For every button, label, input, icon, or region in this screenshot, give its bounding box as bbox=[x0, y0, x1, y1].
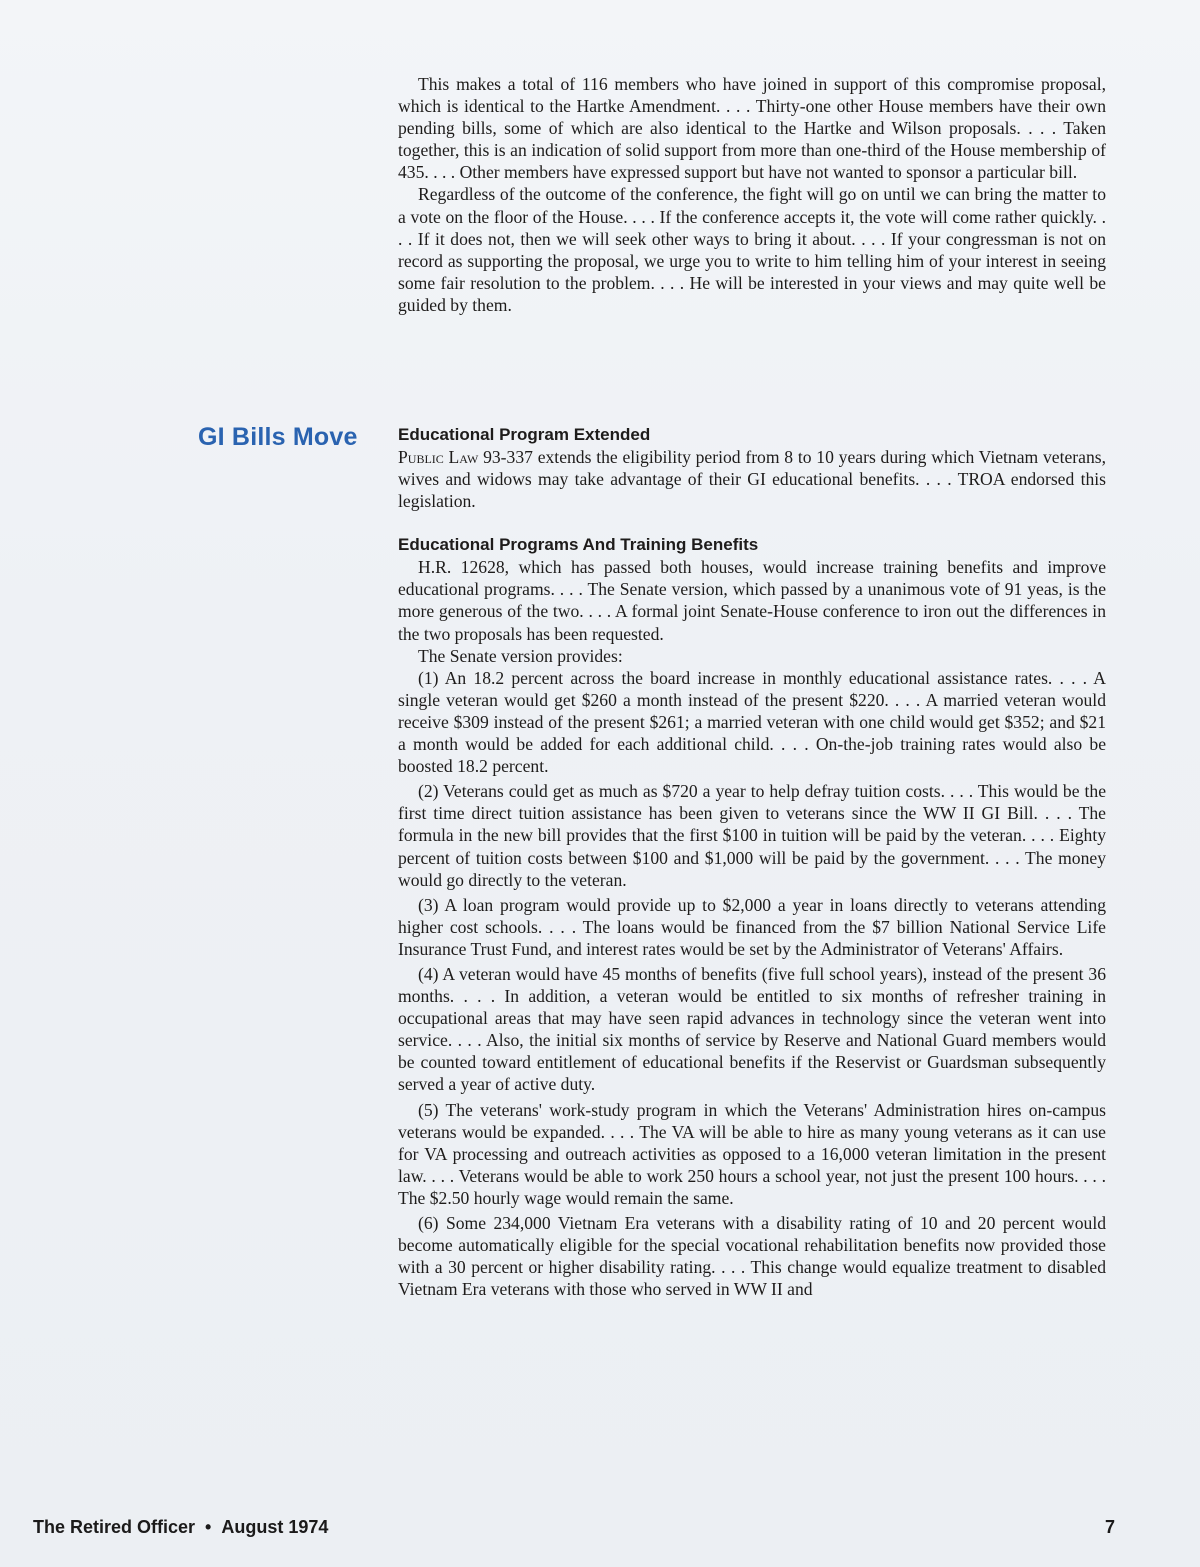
intro-paragraph-1: This makes a total of 116 members who have joined in support of this compromise proposal, which is identical to the Hartke Amendment. . . . Thirty-one other House members have their own pending bills, some of which are also identical to the Hartke and Wilson proposals. . . . Taken together, this is an indication of solid support from more than one-third of the House membership of 435. . . . Other members have expressed support but have not wanted to sponsor a particular bill. bbox=[398, 74, 1106, 183]
intro-paragraph-2: Regardless of the outcome of the conference, the fight will go on until we can bring the matter to a vote on the floor of the House. . . . If the conference accepts it, the vote will come rather quickly. . . . If it does not, then we will seek other ways to bring it about. . . . If your congressman is not on record as supporting the proposal, we urge you to write to him telling him of your interest in seeing some fair resolution to the problem. . . . He will be interested in your views and may quite well be guided by them. bbox=[398, 184, 1106, 315]
training-item-3: (3) A loan program would provide up to $2,000 a year in loans directly to veterans attending higher cost schools. . . . The loans would be financed from the $7 billion National Service Life Insurance Trust Fund, and interest rates would be set by the Administrator of Veterans' Affairs. bbox=[398, 894, 1106, 959]
training-paragraph-provides: The Senate version provides: bbox=[418, 645, 623, 666]
program-extended-paragraph bbox=[398, 446, 1106, 512]
training-item-2: (2) Veterans could get as much as $720 a year to help defray tuition costs. . . . This would be the first time direct tuition assistance has been given to veterans since the WW II GI Bill. . . . The formula in the new bill provides that the first $100 in tuition will be paid by the veteran. . . . Eighty percent of tuition costs between $100 and $1,000 will be paid by the government. . . . The money would go directly to the veteran. bbox=[398, 781, 1106, 890]
section-heading-gi-bills: GI Bills Move bbox=[198, 423, 358, 451]
subheading-program-extended: Educational Program Extended bbox=[398, 425, 651, 444]
gi-bills-column bbox=[398, 424, 1106, 1300]
page-footer bbox=[33, 1517, 1115, 1543]
training-item-4: (4) A veteran would have 45 months of benefits (five full school years), instead of the present 36 months. . . . In addition, a veteran would be entitled to six months of refresher training in occupational areas that may have seen rapid advances in technology since the veteran went into service. . . . Also, the initial six months of service by Reserve and National Guard members would be counted toward entitlement of educational benefits if the Reservist or Guardsman subsequently served a year of active duty. bbox=[398, 963, 1106, 1095]
training-paragraph-intro: H.R. 12628, which has passed both houses, would increase training benefits and improve educational programs. . . . The Senate version, which passed by a unanimous vote of 91 yeas, is the more generous of the two. . . . A formal joint Senate-House conference to iron out the differences in the two proposals has been requested. bbox=[398, 557, 1106, 644]
footer-separator: • bbox=[205, 1517, 212, 1537]
training-item-1: (1) An 18.2 percent across the board increase in monthly educational assistance rates. . . . A single veteran would get $260 a month instead of the present $220. . . . A married veteran would receive $309 instead of the present $261; a married veteran with one child would get $352; and $21 a month would be added for each additional child. . . . On-the-job training rates would also be boosted 18.2 percent. bbox=[398, 667, 1106, 777]
program-extended-text: 93-337 extends the eligibility period from 8 to 10 years during which Vietnam veterans, wives and widows may take advantage of their GI educational benefits. . . . TROA endorsed this legislation. bbox=[398, 447, 1106, 512]
training-item-6: (6) Some 234,000 Vietnam Era veterans with a disability rating of 10 and 20 percent would become automatically eligible for the special vocational rehabilitation benefits now provided those with a 30 percent or higher disability rating. . . . This change would equalize treatment to disabled Vietnam Era veterans with those who served in WW II and bbox=[398, 1213, 1106, 1300]
training-item-5: (5) The veterans' work-study program in which the Veterans' Administration hires on-campus veterans would be expanded. . . . The VA will be able to hire as many young veterans as it can use for VA processing and outreach activities as opposed to a 16,000 veteran limitation in the present law. . . . Veterans would be able to work 250 hours a school year, not just the present 100 hours. . . . The $2.50 hourly wage would remain the same. bbox=[398, 1099, 1106, 1208]
intro-column bbox=[398, 73, 1106, 316]
subheading-training-benefits: Educational Programs And Training Benefits bbox=[398, 535, 759, 555]
page-number: 7 bbox=[1104, 1517, 1115, 1537]
issue-date: August 1974 bbox=[221, 1517, 329, 1537]
publication-title: The Retired Officer bbox=[33, 1517, 196, 1537]
public-law-lead: Public Law bbox=[398, 447, 479, 467]
footer-left bbox=[33, 1517, 328, 1538]
